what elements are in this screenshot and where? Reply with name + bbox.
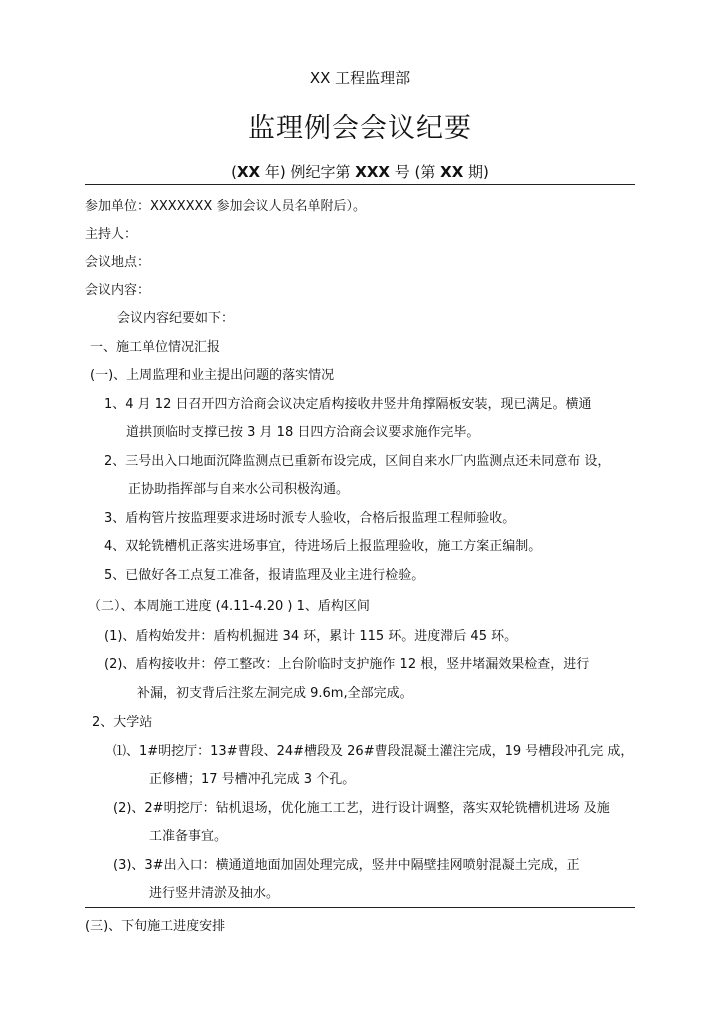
list-item: 补漏，初支背后注浆左洞完成 9.6m,全部完成。 [137,686,413,701]
department-name: XX 工程监理部 [309,69,411,87]
docno-part2: 年) 例纪字第 [260,163,356,181]
summary-intro: 会议内容纪要如下： [117,311,235,326]
list-item: 4、双轮铣槽机正落实进场事宜，待进场后上报监理验收，施工方案正编制。 [104,539,542,554]
footer-divider [85,907,635,908]
list-item: (1)、盾构始发井：盾构机掘进 34 环，累计 115 环。进度滞后 45 环。 [104,629,518,644]
docno-part1: ( [231,163,237,181]
list-item: 道拱顶临时支撑已按 3 月 18 日四方洽商会议要求施作完毕。 [126,425,480,440]
host-line: 主持人： [85,227,138,242]
document-title: 监理例会会议纪要 [248,113,472,144]
list-item: (2)、2#明挖厅：钻机退场，优化施工工艺，进行设计调整，落实双轮铣槽机进场 及施 [113,801,610,816]
list-item: 5、已做好各工点复工准备，报请监理及业主进行检验。 [104,568,425,583]
list-item: 3、盾构管片按监理要求进场时派专人验收，合格后报监理工程师验收。 [104,511,516,526]
section1-sub2-heading: （二）、本周施工进度 (4.11-4.20 ) 1、盾构区间 [88,599,370,614]
section1-sub3-heading: (三)、下旬施工进度安排 [85,919,226,934]
list-item: ⑴、1#明挖厅：13#曹段、24#槽段及 26#曹段混凝土灌注完成，19 号槽段冲孔完 成， [113,744,634,759]
docno-part4: 期) [463,163,489,181]
location-line: 会议地点： [85,255,151,270]
document-number [0,163,720,181]
docno-number: XXX [355,163,390,181]
docno-year: XX [236,163,261,181]
docno-issue: XX [440,163,464,181]
list-item: 工准备事宜。 [149,829,228,844]
list-item: 进行竖井清淤及抽水。 [149,886,280,901]
list-item: 正修槽；17 号槽冲孔完成 3 个孔。 [149,772,356,787]
attendees-line: 参加单位：XXXXXXX 参加会议人员名单附后）。 [85,199,366,214]
list-item: 2、三号出入口地面沉降监测点已重新布设完成，区间自来水厂内监测点还未同意布 设， [104,454,611,469]
list-item: 1、4 月 12 日召开四方洽商会议决定盾构接收井竖井角撑隔板安装，现已满足。横通 [104,397,592,412]
header-divider [85,184,635,185]
list-item: (3)、3#出入口：横通道地面加固处理完成，竖井中隔壁挂网喷射混凝土完成，正 [113,858,580,873]
section1-sub1-heading: (一)、上周监理和业主提出问题的落实情况 [90,368,335,383]
docno-part3: 号 (第 [389,163,441,181]
list-item: (2)、盾构接收井：停工整改：上台阶临时支护施作 12 根，竖井堵漏效果检查，进行 [104,657,590,672]
list-item: 正协助指挥部与自来水公司积极沟通。 [128,482,350,497]
station-heading: 2、大学站 [92,715,153,730]
content-line: 会议内容： [85,283,151,298]
section1-heading: 一、施工单位情况汇报 [90,340,221,355]
